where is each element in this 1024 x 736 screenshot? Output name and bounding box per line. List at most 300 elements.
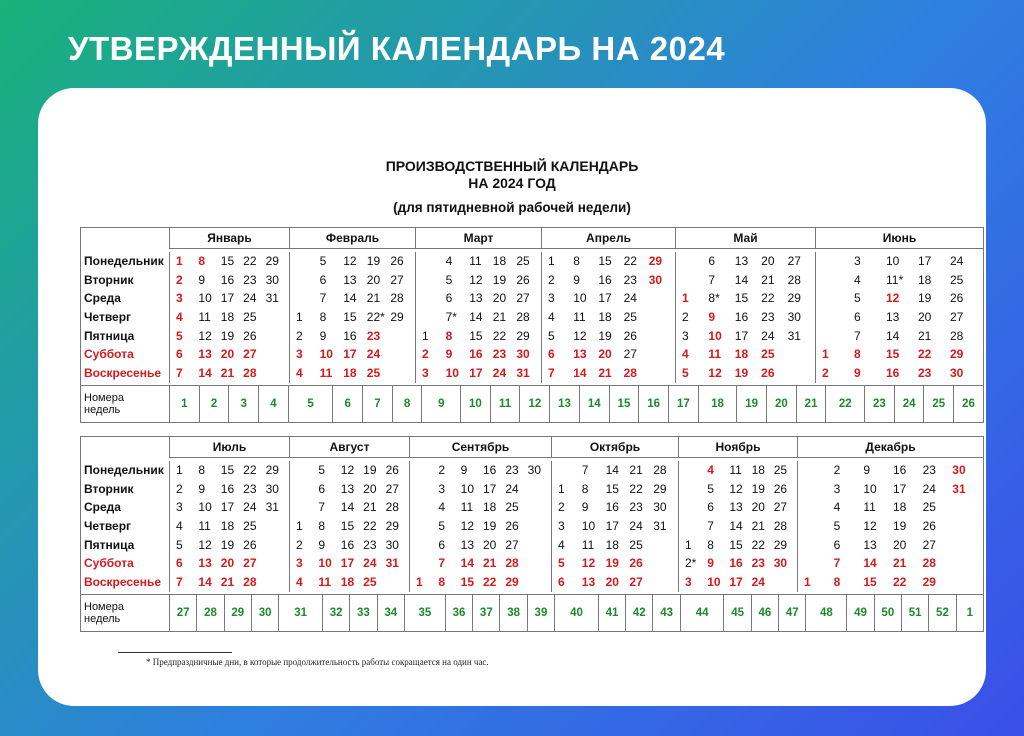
- day-number: 4: [176, 310, 183, 325]
- week-number: 17: [668, 386, 698, 422]
- week-number: 51: [901, 595, 928, 631]
- day-number: 19: [220, 537, 235, 552]
- month-week-cell: [815, 345, 983, 364]
- day-number: 3: [558, 519, 565, 534]
- day-number: 16: [886, 366, 900, 381]
- weekday-row: [81, 345, 983, 364]
- day-number: 18: [492, 254, 507, 268]
- day-number: 5: [682, 366, 689, 381]
- day-number: 24: [623, 291, 637, 306]
- day-number: 23: [505, 463, 519, 477]
- day-number: 12: [340, 463, 355, 477]
- month-week-cell: [797, 536, 983, 555]
- day-number: 10: [460, 481, 475, 496]
- month-week-cell: [551, 554, 678, 573]
- day-number: 22: [918, 347, 932, 362]
- day-number: 22: [492, 328, 507, 343]
- day-number: 28: [922, 556, 936, 571]
- day-number: 7: [319, 291, 327, 306]
- month-week-cell: [797, 498, 983, 517]
- day-number: 28: [623, 366, 637, 381]
- week-number: 46: [751, 595, 778, 631]
- week-number: 8: [392, 386, 422, 422]
- day-number: 6: [176, 556, 183, 571]
- day-number: 27: [516, 291, 530, 306]
- month-week-cell: [541, 271, 675, 290]
- day-number: [422, 252, 446, 271]
- day-number: 23: [492, 347, 507, 362]
- day-number: 4: [558, 537, 565, 552]
- day-number: 2: [682, 310, 689, 325]
- day-number: 18: [220, 519, 235, 534]
- month-week-cell: [289, 327, 415, 346]
- day-number: 12: [863, 519, 877, 534]
- calendar-half-1: [80, 227, 984, 423]
- week-number: 28: [196, 595, 223, 631]
- day-number: 16: [734, 310, 749, 325]
- day-number: 21: [363, 500, 377, 515]
- day-number: 16: [598, 272, 612, 287]
- day-number: 30: [653, 500, 667, 515]
- month-week-cell: [541, 308, 675, 327]
- month-week-cell: [169, 498, 289, 517]
- day-number: 31: [952, 481, 966, 496]
- month-week-cell: [289, 289, 415, 308]
- footnote-text: * Предпраздничные дни, в которые продолжительность работы сокращается на один час.: [146, 657, 489, 667]
- weekday-row: [81, 327, 983, 346]
- month-week-cell: [169, 327, 289, 346]
- day-number: 5: [438, 519, 446, 534]
- day-number: 11: [581, 537, 595, 552]
- week-number: 21: [796, 386, 826, 422]
- day-number: 15: [469, 328, 483, 343]
- month-week-cell: [289, 364, 415, 383]
- day-number: 15: [220, 463, 235, 477]
- day-number: 1: [548, 254, 555, 268]
- day-number: [653, 554, 677, 573]
- day-number: 13: [863, 537, 877, 552]
- day-number: 17: [220, 500, 235, 515]
- day-number: 2: [558, 500, 565, 515]
- day-number: 6: [707, 500, 714, 515]
- day-number: 1: [685, 537, 692, 552]
- day-number: 6: [176, 347, 183, 362]
- day-number: 6: [445, 291, 453, 306]
- day-number: [685, 498, 707, 517]
- day-number: 8: [573, 254, 580, 268]
- week-number: 19: [736, 386, 766, 422]
- weekday-row: [81, 517, 983, 536]
- day-number: 11: [708, 347, 722, 362]
- week-number: 37: [472, 595, 499, 631]
- day-number: 8: [445, 328, 453, 343]
- day-number: [390, 364, 414, 383]
- day-number: 15: [598, 254, 612, 268]
- month-header-row: [81, 437, 983, 458]
- day-number: 30: [527, 463, 541, 477]
- day-number: 26: [243, 328, 257, 343]
- weekday-label: Четверг: [84, 310, 132, 325]
- day-number: 12: [343, 254, 357, 268]
- day-number: 19: [482, 519, 497, 534]
- document-title-line2: НА 2024 ГОД: [468, 175, 556, 191]
- day-number: 8*: [708, 291, 720, 306]
- day-number: 24: [922, 481, 936, 496]
- month-week-cell: [541, 364, 675, 383]
- day-number: 29: [516, 328, 530, 343]
- day-number: 9: [198, 481, 206, 496]
- week-number: 22: [825, 386, 864, 422]
- day-number: 12: [198, 328, 212, 343]
- day-number: 30: [773, 556, 788, 571]
- month-week-cell: [415, 308, 541, 327]
- weekday-label: Вторник: [84, 481, 134, 496]
- day-number: 9: [445, 347, 453, 362]
- day-number: 20: [366, 272, 381, 287]
- day-number: 14: [729, 519, 743, 534]
- week-number: 24: [894, 386, 924, 422]
- day-number: 14: [886, 328, 900, 343]
- month-week-cell: [541, 252, 675, 271]
- day-number: 16: [729, 556, 743, 571]
- week-number: 14: [579, 386, 609, 422]
- day-number: 1: [682, 291, 689, 306]
- day-number: 11: [198, 519, 211, 534]
- day-number: 11*: [886, 272, 904, 287]
- day-number: 30: [787, 310, 801, 325]
- day-number: 11: [198, 310, 211, 325]
- day-number: 13: [198, 556, 212, 571]
- day-number: 27: [390, 272, 404, 287]
- day-number: 1: [804, 575, 811, 590]
- day-number: 10: [707, 575, 721, 590]
- day-number: 12: [573, 328, 587, 343]
- week-number: 1: [956, 595, 983, 631]
- day-number: 7: [176, 575, 183, 590]
- weekday-row: [81, 252, 983, 271]
- day-number: 7: [176, 366, 183, 381]
- day-number: 14: [863, 556, 877, 571]
- day-number: 10: [318, 556, 332, 571]
- day-number: [416, 461, 438, 480]
- month-week-cell: [169, 271, 289, 290]
- day-number: 9: [318, 537, 326, 552]
- day-number: 15: [605, 481, 619, 496]
- day-number: 16: [605, 500, 619, 515]
- week-number: 49: [846, 595, 873, 631]
- day-number: 29: [265, 463, 279, 477]
- month-week-cell: [675, 289, 815, 308]
- day-number: 28: [243, 575, 257, 590]
- day-number: 14: [469, 310, 483, 325]
- day-number: 25: [243, 310, 257, 325]
- week-number: 7: [362, 386, 392, 422]
- day-number: 14: [573, 366, 587, 381]
- day-number: 12: [581, 556, 596, 571]
- day-number: [416, 498, 438, 517]
- day-number: 17: [598, 291, 612, 306]
- day-number: 19: [366, 254, 381, 268]
- day-number: [804, 517, 834, 536]
- day-number: 5: [558, 556, 565, 571]
- month-week-cell: [678, 554, 797, 573]
- day-number: [952, 554, 982, 573]
- day-number: 31: [787, 328, 801, 343]
- banner-title: УТВЕРЖДЕННЫЙ КАЛЕНДАРЬ НА 2024: [68, 30, 726, 67]
- day-number: 4: [854, 272, 861, 287]
- day-number: [804, 554, 834, 573]
- day-number: 9: [854, 366, 861, 381]
- day-number: 11: [863, 500, 876, 515]
- month-week-cell: [551, 480, 678, 499]
- day-number: 26: [243, 537, 257, 552]
- day-number: 25: [773, 463, 788, 477]
- day-number: 14: [340, 500, 355, 515]
- day-number: 30: [648, 272, 663, 287]
- day-number: [528, 480, 550, 499]
- day-number: 4: [707, 463, 714, 477]
- day-number: 3: [682, 328, 689, 343]
- day-number: 12: [469, 272, 483, 287]
- day-number: 27: [922, 537, 936, 552]
- day-number: 6: [708, 254, 716, 268]
- day-number: 20: [761, 254, 775, 268]
- weekday-label: Четверг: [84, 519, 132, 534]
- day-number: [649, 289, 674, 308]
- weekday-row: [81, 554, 983, 573]
- day-number: 15: [340, 519, 355, 534]
- month-week-cell: [675, 271, 815, 290]
- day-number: 31: [385, 556, 399, 571]
- day-number: 21: [482, 556, 497, 571]
- day-number: 5: [445, 272, 453, 287]
- day-number: 22: [623, 254, 637, 268]
- day-number: 28: [385, 500, 399, 515]
- week-number: 40: [554, 595, 598, 631]
- day-number: 5: [319, 254, 327, 268]
- day-number: 21: [751, 519, 765, 534]
- day-number: [528, 536, 550, 555]
- week-number: 36: [445, 595, 472, 631]
- day-number: [416, 554, 438, 573]
- day-number: 26: [385, 463, 399, 477]
- week-number: 3: [228, 386, 258, 422]
- day-number: 26: [516, 272, 530, 287]
- month-week-cell: [169, 289, 289, 308]
- day-number: 19: [363, 463, 377, 477]
- day-number: 29: [653, 481, 667, 496]
- week-number: 43: [652, 595, 679, 631]
- days-grid: [81, 458, 983, 594]
- day-number: 28: [950, 328, 964, 343]
- month-week-cell: [815, 289, 983, 308]
- month-name: Апрель: [541, 228, 675, 249]
- day-number: 21: [761, 272, 775, 287]
- day-number: [266, 573, 288, 592]
- day-number: 24: [950, 254, 964, 268]
- day-number: 25: [516, 254, 530, 268]
- day-number: 28: [243, 366, 257, 381]
- day-number: 17: [729, 575, 743, 590]
- weekday-row: [81, 289, 983, 308]
- month-week-cell: [409, 517, 551, 536]
- day-number: 5: [176, 537, 183, 552]
- day-number: 17: [892, 481, 907, 496]
- day-number: 10: [319, 347, 333, 362]
- month-week-cell: [675, 252, 815, 271]
- day-number: 3: [548, 291, 555, 306]
- week-number: 45: [723, 595, 750, 631]
- month-week-cell: [409, 573, 551, 592]
- day-number: [296, 498, 318, 517]
- day-number: 18: [918, 272, 932, 287]
- weekday-label: Понедельник: [84, 463, 164, 477]
- day-number: 21: [892, 556, 907, 571]
- day-number: 27: [773, 500, 788, 515]
- week-number: 26: [953, 386, 983, 422]
- week-number: 27: [169, 595, 196, 631]
- day-number: [266, 364, 288, 383]
- day-number: 18: [734, 347, 749, 362]
- day-number: 22: [482, 575, 497, 590]
- day-number: 13: [734, 254, 749, 268]
- day-number: 26: [390, 254, 404, 268]
- day-number: 29: [648, 254, 663, 268]
- day-number: [822, 289, 854, 308]
- day-number: 20: [892, 537, 907, 552]
- weekday-label: Суббота: [84, 556, 134, 571]
- day-number: 12: [460, 519, 475, 534]
- day-number: 1: [176, 463, 183, 477]
- day-number: 8: [581, 481, 589, 496]
- day-number: 16: [892, 463, 907, 477]
- weekday-row: [81, 461, 983, 480]
- day-number: 27: [623, 347, 637, 362]
- month-week-cell: [415, 327, 541, 346]
- week-number: 12: [519, 386, 549, 422]
- day-number: 16: [220, 272, 235, 287]
- month-week-cell: [409, 461, 551, 480]
- month-week-cell: [409, 498, 551, 517]
- week-number: 48: [805, 595, 846, 631]
- week-number: 44: [680, 595, 724, 631]
- day-number: [952, 573, 982, 592]
- weekday-label: Вторник: [84, 272, 134, 287]
- day-number: 20: [605, 575, 619, 590]
- month-name: Июль: [169, 437, 289, 458]
- day-number: 1: [176, 254, 183, 268]
- day-number: [266, 536, 288, 555]
- day-number: 18: [751, 463, 765, 477]
- day-number: 23: [751, 556, 765, 571]
- day-number: 7*: [445, 310, 457, 325]
- day-number: 23: [629, 500, 643, 515]
- month-week-cell: [169, 536, 289, 555]
- day-number: 23: [363, 537, 377, 552]
- week-number: 35: [404, 595, 445, 631]
- month-week-cell: [289, 252, 415, 271]
- month-name: Август: [289, 437, 409, 458]
- weeks-label: [81, 595, 169, 631]
- day-number: 13: [573, 347, 587, 362]
- month-week-cell: [415, 252, 541, 271]
- weekday-label: Пятница: [84, 328, 135, 343]
- day-number: 1: [822, 347, 829, 362]
- day-number: [528, 554, 550, 573]
- day-number: 7: [318, 500, 326, 515]
- day-number: 4: [296, 366, 303, 381]
- day-number: 22*: [366, 310, 385, 325]
- day-number: 6: [438, 537, 446, 552]
- day-number: 9: [708, 310, 716, 325]
- day-number: 19: [492, 272, 507, 287]
- day-number: 28: [390, 291, 404, 306]
- day-number: 27: [787, 254, 801, 268]
- month-name: Декабрь: [797, 437, 983, 458]
- day-number: 21: [918, 328, 932, 343]
- day-number: 26: [623, 328, 637, 343]
- day-number: 9: [581, 500, 589, 515]
- month-week-cell: [815, 252, 983, 271]
- month-week-cell: [797, 573, 983, 592]
- day-number: 30: [265, 481, 279, 496]
- day-number: 30: [952, 463, 966, 477]
- day-number: 20: [363, 481, 377, 496]
- month-week-cell: [415, 345, 541, 364]
- day-number: 21: [220, 366, 235, 381]
- day-number: [685, 461, 707, 480]
- month-week-cell: [815, 364, 983, 383]
- day-number: [422, 271, 446, 290]
- day-number: 4: [438, 500, 446, 515]
- day-number: 16: [220, 481, 235, 496]
- day-number: 25: [363, 575, 377, 590]
- day-number: 5: [176, 328, 183, 343]
- day-number: 5: [833, 519, 841, 534]
- week-number: 11: [490, 386, 520, 422]
- day-number: 23: [761, 310, 775, 325]
- day-number: 16: [469, 347, 483, 362]
- day-number: 29: [390, 310, 404, 325]
- day-number: 18: [343, 366, 357, 381]
- week-number: 10: [460, 386, 490, 422]
- day-number: 26: [761, 366, 775, 381]
- month-week-cell: [169, 573, 289, 592]
- day-number: 14: [605, 463, 619, 477]
- month-week-cell: [815, 271, 983, 290]
- day-number: 15: [734, 291, 749, 306]
- week-number: 34: [377, 595, 404, 631]
- day-number: 17: [734, 328, 749, 343]
- month-week-cell: [678, 461, 797, 480]
- day-number: 13: [340, 481, 355, 496]
- day-number: 28: [773, 519, 788, 534]
- day-number: 27: [243, 556, 257, 571]
- weekday-row: [81, 308, 983, 327]
- day-number: 8: [198, 254, 206, 268]
- day-number: 25: [505, 500, 519, 515]
- day-number: 7: [707, 519, 714, 534]
- day-number: 12: [708, 366, 722, 381]
- day-number: 25: [761, 347, 775, 362]
- day-number: 2*: [685, 556, 697, 571]
- day-number: 6: [548, 347, 555, 362]
- week-number: 5: [288, 386, 333, 422]
- day-number: 14: [198, 575, 212, 590]
- day-number: 29: [950, 347, 964, 362]
- month-week-cell: [289, 498, 409, 517]
- day-number: 16: [343, 328, 357, 343]
